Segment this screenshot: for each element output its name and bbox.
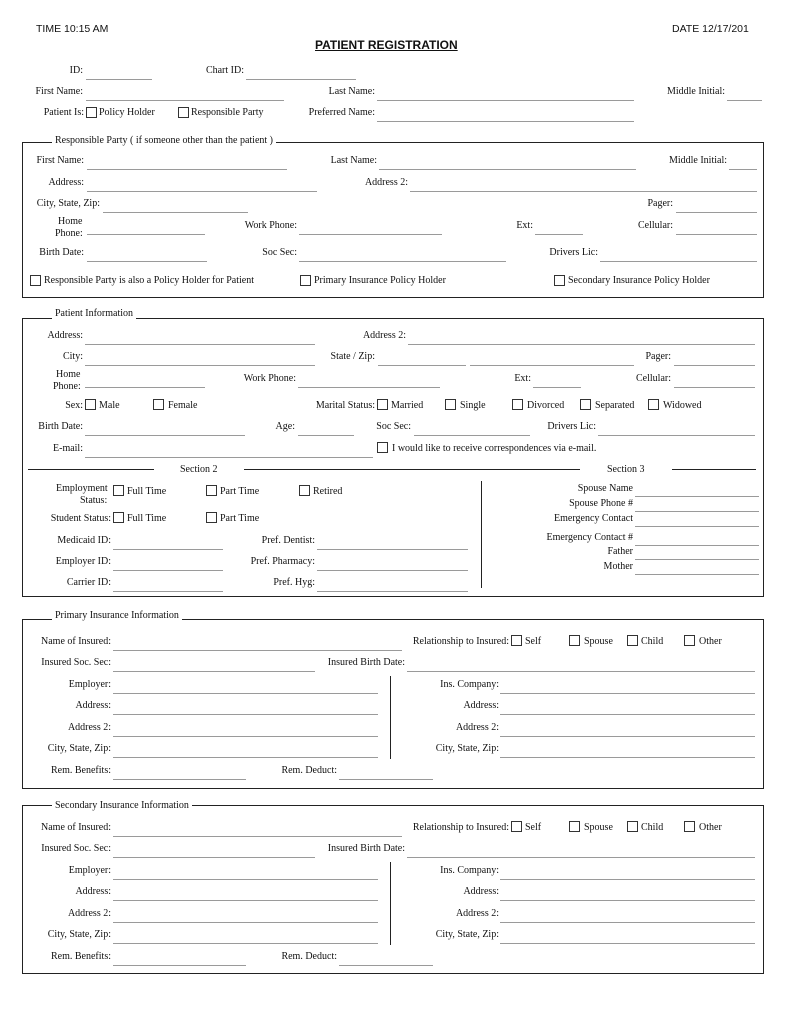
pt-student-status-label: Student Status: — [50, 513, 111, 524]
pt-emp-retired-checkbox[interactable] — [299, 485, 310, 496]
pri-other-checkbox[interactable] — [684, 635, 695, 646]
rp-work-phone-field[interactable] — [299, 222, 442, 235]
sec-employer-field[interactable] — [113, 867, 378, 880]
sec-employer-label: Employer: — [68, 865, 111, 876]
pt-female-checkbox[interactable] — [153, 399, 164, 410]
pri-self-label: Self — [525, 636, 542, 647]
middle-initial-field[interactable] — [727, 88, 762, 101]
pri-city-label: City, State, Zip: — [47, 743, 111, 754]
policy-holder-checkbox[interactable] — [86, 107, 97, 118]
pt-drivers-lic-field[interactable] — [598, 423, 755, 436]
rp-middle-initial-label: Middle Initial: — [668, 155, 727, 166]
rp-work-phone-label: Work Phone: — [244, 220, 297, 231]
responsible-party-legend: Responsible Party ( if someone other than the patient ) — [52, 135, 276, 147]
rp-first-name-label: First Name: — [36, 155, 84, 166]
pri-ins-company-field[interactable] — [500, 681, 755, 694]
preferred-name-label: Preferred Name: — [308, 107, 375, 118]
pri-name-insured-field[interactable] — [113, 638, 402, 651]
pri-spouse-label: Spouse — [584, 636, 613, 647]
first-name-label: First Name: — [35, 86, 83, 97]
pt-stu-part-time-checkbox[interactable] — [206, 512, 217, 523]
date-stamp: DATE 12/17/201 — [672, 23, 749, 35]
time-stamp: TIME 10:15 AM — [36, 23, 109, 35]
pri-ins-address-field[interactable] — [500, 702, 755, 715]
pri-child-label: Child — [641, 636, 664, 647]
sec-rem-deduct-field[interactable] — [339, 953, 433, 966]
primary-divider-vertical — [390, 676, 391, 759]
pri-ins-city-label: City, State, Zip: — [435, 743, 499, 754]
pt-ext-field[interactable] — [533, 375, 581, 388]
section2-divider-right — [244, 469, 580, 470]
sec-address-label: Address: — [75, 886, 111, 897]
pt-pager-label: Pager: — [645, 351, 671, 362]
sec-ins-address2-field[interactable] — [500, 910, 755, 923]
sec-city-field[interactable] — [113, 931, 378, 944]
sec-rem-deduct-label: Rem. Deduct: — [281, 951, 337, 962]
pt-email-opt-checkbox[interactable] — [377, 442, 388, 453]
pt-state-zip-label: State / Zip: — [330, 351, 375, 362]
pt-email-label: E-mail: — [53, 443, 83, 454]
pt-married-label: Married — [391, 400, 424, 411]
first-name-field[interactable] — [86, 88, 284, 101]
sec-ins-address-field[interactable] — [500, 888, 755, 901]
sec-name-insured-field[interactable] — [113, 824, 402, 837]
rp-cellular-label: Cellular: — [638, 220, 673, 231]
rp-address-label: Address: — [48, 177, 84, 188]
rp-home-phone-label-1: Home — [58, 216, 83, 227]
pt-birth-date-label: Birth Date: — [38, 421, 83, 432]
pt-widowed-checkbox[interactable] — [648, 399, 659, 410]
sec-address-field[interactable] — [113, 888, 378, 901]
pt-cellular-label: Cellular: — [636, 373, 671, 384]
pt-emp-full-time-label: Full Time — [127, 486, 167, 497]
rp-last-name-label: Last Name: — [330, 155, 377, 166]
chart-id-field[interactable] — [246, 67, 356, 80]
pt-single-label: Single — [460, 400, 486, 411]
pt-medicaid-id-label: Medicaid ID: — [57, 535, 111, 546]
pt-ext-label: Ext: — [514, 373, 531, 384]
id-field[interactable] — [86, 67, 152, 80]
pt-address2-label: Address 2: — [362, 330, 406, 341]
pt-emergency-contact-no-label: Emergency Contact # — [546, 532, 633, 543]
rp-home-phone-field[interactable] — [87, 222, 205, 235]
pt-carrier-id-label: Carrier ID: — [66, 577, 111, 588]
sec-spouse-checkbox[interactable] — [569, 821, 580, 832]
rp-primary-holder-label: Primary Insurance Policy Holder — [314, 275, 446, 286]
pri-rem-deduct-field[interactable] — [339, 767, 433, 780]
pt-separated-label: Separated — [595, 400, 635, 411]
pri-self-checkbox[interactable] — [511, 635, 522, 646]
pri-child-checkbox[interactable] — [627, 635, 638, 646]
sec-rem-benefits-field[interactable] — [113, 953, 246, 966]
pt-stu-full-time-checkbox[interactable] — [113, 512, 124, 523]
pri-ins-company-label: Ins. Company: — [440, 679, 499, 690]
pt-emp-retired-label: Retired — [313, 486, 343, 497]
pt-employment-label-1: Employment — [56, 483, 108, 494]
pt-cellular-field[interactable] — [674, 375, 755, 388]
pt-pref-pharmacy-field[interactable] — [317, 558, 468, 571]
pt-spouse-phone-label: Spouse Phone # — [569, 498, 633, 509]
sec-city-label: City, State, Zip: — [47, 929, 111, 940]
pt-email-opt-label: I would like to receive correspondences via e-mail. — [392, 443, 597, 454]
pt-male-label: Male — [99, 400, 120, 411]
rp-secondary-holder-label: Secondary Insurance Policy Holder — [568, 275, 710, 286]
rp-home-phone-label-2: Phone: — [55, 228, 83, 239]
pt-spouse-name-label: Spouse Name — [577, 483, 633, 494]
sec-rem-benefits-label: Rem. Benefits: — [51, 951, 111, 962]
rp-also-policy-label: Responsible Party is also a Policy Holder for Patient — [44, 275, 254, 286]
rp-address2-label: Address 2: — [364, 177, 408, 188]
pt-city-label: City: — [62, 351, 83, 362]
pt-emp-full-time-checkbox[interactable] — [113, 485, 124, 496]
pt-medicaid-id-field[interactable] — [113, 537, 223, 550]
patient-information-legend: Patient Information — [52, 308, 136, 320]
rp-also-policy-checkbox[interactable] — [30, 275, 41, 286]
pt-state-field[interactable] — [378, 353, 466, 366]
pt-emp-part-time-label: Part Time — [220, 486, 260, 497]
sec-name-insured-label: Name of Insured: — [41, 822, 111, 833]
pt-widowed-label: Widowed — [663, 400, 702, 411]
pri-soc-sec-label: Insured Soc. Sec: — [41, 657, 111, 668]
chart-id-label: Chart ID: — [205, 65, 244, 76]
pt-email-field[interactable] — [85, 445, 373, 458]
secondary-insurance-legend: Secondary Insurance Information — [52, 800, 192, 812]
middle-initial-label: Middle Initial: — [666, 86, 725, 97]
preferred-name-field[interactable] — [377, 109, 634, 122]
sec-ins-city-field[interactable] — [500, 931, 755, 944]
sec-other-checkbox[interactable] — [684, 821, 695, 832]
last-name-field[interactable] — [377, 88, 634, 101]
pri-birth-date-field[interactable] — [407, 659, 755, 672]
rp-pager-field[interactable] — [676, 200, 757, 213]
last-name-label: Last Name: — [328, 86, 375, 97]
pt-emp-part-time-checkbox[interactable] — [206, 485, 217, 496]
rp-first-name-field[interactable] — [87, 157, 287, 170]
rp-address2-field[interactable] — [410, 179, 757, 192]
page-title: PATIENT REGISTRATION — [315, 38, 458, 52]
sec-ins-company-label: Ins. Company: — [440, 865, 499, 876]
section2-divider-left — [28, 469, 154, 470]
pt-married-checkbox[interactable] — [377, 399, 388, 410]
policy-holder-label: Policy Holder — [99, 107, 155, 118]
pt-pref-hyg-field[interactable] — [317, 579, 468, 592]
section3-divider-right — [672, 469, 756, 470]
sec-child-checkbox[interactable] — [627, 821, 638, 832]
pt-age-field[interactable] — [298, 423, 354, 436]
pt-work-phone-label: Work Phone: — [243, 373, 296, 384]
pt-divorced-label: Divorced — [527, 400, 565, 411]
pt-stu-full-time-label: Full Time — [127, 513, 167, 524]
pri-ins-address2-field[interactable] — [500, 724, 755, 737]
pt-employer-id-label: Employer ID: — [55, 556, 111, 567]
pt-pref-dentist-label: Pref. Dentist: — [261, 535, 315, 546]
pri-relationship-label: Relationship to Insured: — [412, 636, 509, 647]
pt-home-phone-field[interactable] — [85, 375, 205, 388]
sec-child-label: Child — [641, 822, 664, 833]
pri-rem-deduct-label: Rem. Deduct: — [281, 765, 337, 776]
pt-emergency-contact-no-field[interactable] — [635, 533, 759, 546]
pt-home-phone-label-2: Phone: — [53, 381, 81, 392]
sec-address2-field[interactable] — [113, 910, 378, 923]
pt-sex-label: Sex: — [65, 400, 83, 411]
pt-zip-field[interactable] — [470, 353, 634, 366]
responsible-party-checkbox[interactable] — [178, 107, 189, 118]
section3-title: Section 3 — [607, 464, 645, 475]
sec-self-checkbox[interactable] — [511, 821, 522, 832]
responsible-party-label: Responsible Party — [191, 107, 264, 118]
pri-ins-address2-label: Address 2: — [455, 722, 499, 733]
sec-ins-company-field[interactable] — [500, 867, 755, 880]
pt-separated-checkbox[interactable] — [580, 399, 591, 410]
sec-relationship-label: Relationship to Insured: — [412, 822, 509, 833]
pt-pref-hyg-label: Pref. Hyg: — [273, 577, 315, 588]
sec-birth-date-label: Insured Birth Date: — [327, 843, 405, 854]
secondary-divider-vertical — [390, 862, 391, 945]
sec-ins-address-label: Address: — [463, 886, 499, 897]
sec-birth-date-field[interactable] — [407, 845, 755, 858]
pt-address-label: Address: — [47, 330, 83, 341]
sec-ins-city-label: City, State, Zip: — [435, 929, 499, 940]
sec-ins-address2-label: Address 2: — [455, 908, 499, 919]
pt-pref-dentist-field[interactable] — [317, 537, 468, 550]
pri-address2-field[interactable] — [113, 724, 378, 737]
rp-city-field[interactable] — [103, 200, 248, 213]
primary-insurance-legend: Primary Insurance Information — [52, 610, 182, 622]
pt-mother-label: Mother — [603, 561, 633, 572]
sec-other-label: Other — [699, 822, 722, 833]
rp-soc-sec-field[interactable] — [299, 249, 506, 262]
sec-soc-sec-field[interactable] — [113, 845, 315, 858]
pri-address2-label: Address 2: — [67, 722, 111, 733]
rp-pager-label: Pager: — [647, 198, 673, 209]
rp-city-label: City, State, Zip: — [36, 198, 100, 209]
pt-soc-sec-field[interactable] — [414, 423, 530, 436]
pri-ins-address-label: Address: — [463, 700, 499, 711]
pt-employment-label-2: Status: — [80, 495, 108, 506]
sec-spouse-label: Spouse — [584, 822, 613, 833]
pri-rem-benefits-field[interactable] — [113, 767, 246, 780]
pt-mother-field[interactable] — [635, 562, 759, 575]
pt-spouse-phone-field[interactable] — [635, 499, 759, 512]
pri-other-label: Other — [699, 636, 722, 647]
rp-birth-date-field[interactable] — [87, 249, 207, 262]
pt-male-checkbox[interactable] — [85, 399, 96, 410]
sec-self-label: Self — [525, 822, 542, 833]
rp-primary-holder-checkbox[interactable] — [300, 275, 311, 286]
rp-birth-date-label: Birth Date: — [39, 247, 84, 258]
rp-middle-initial-field[interactable] — [729, 157, 757, 170]
rp-drivers-lic-field[interactable] — [600, 249, 757, 262]
rp-ext-field[interactable] — [535, 222, 583, 235]
pri-ins-city-field[interactable] — [500, 745, 755, 758]
pt-emergency-contact-label: Emergency Contact — [554, 513, 633, 524]
pt-work-phone-field[interactable] — [298, 375, 440, 388]
id-label: ID: — [69, 65, 83, 76]
patient-is-label: Patient Is: — [43, 107, 84, 118]
rp-drivers-lic-label: Drivers Lic: — [549, 247, 598, 258]
pt-employer-id-field[interactable] — [113, 558, 223, 571]
pri-birth-date-label: Insured Birth Date: — [327, 657, 405, 668]
section2-title: Section 2 — [180, 464, 218, 475]
pt-drivers-lic-label: Drivers Lic: — [547, 421, 596, 432]
sec-soc-sec-label: Insured Soc. Sec: — [41, 843, 111, 854]
pri-name-insured-label: Name of Insured: — [41, 636, 111, 647]
rp-cellular-field[interactable] — [676, 222, 757, 235]
pt-age-label: Age: — [275, 421, 295, 432]
sec-address2-label: Address 2: — [67, 908, 111, 919]
rp-last-name-field[interactable] — [379, 157, 636, 170]
rp-address-field[interactable] — [87, 179, 317, 192]
pt-carrier-id-field[interactable] — [113, 579, 223, 592]
pt-address-field[interactable] — [85, 332, 315, 345]
pt-pager-field[interactable] — [674, 353, 755, 366]
pt-pref-pharmacy-label: Pref. Pharmacy: — [250, 556, 315, 567]
pri-employer-field[interactable] — [113, 681, 378, 694]
pri-address-label: Address: — [75, 700, 111, 711]
pt-single-checkbox[interactable] — [445, 399, 456, 410]
pri-spouse-checkbox[interactable] — [569, 635, 580, 646]
rp-ext-label: Ext: — [516, 220, 533, 231]
rp-secondary-holder-checkbox[interactable] — [554, 275, 565, 286]
pt-address2-field[interactable] — [408, 332, 755, 345]
pt-father-field[interactable] — [635, 547, 759, 560]
pt-female-label: Female — [168, 400, 198, 411]
section-divider-vertical — [481, 481, 482, 588]
pt-stu-part-time-label: Part Time — [220, 513, 260, 524]
pri-soc-sec-field[interactable] — [113, 659, 315, 672]
pt-marital-label: Marital Status: — [315, 400, 375, 411]
rp-soc-sec-label: Soc Sec: — [262, 247, 297, 258]
pt-soc-sec-label: Soc Sec: — [376, 421, 411, 432]
pt-father-label: Father — [607, 546, 633, 557]
pri-employer-label: Employer: — [68, 679, 111, 690]
pt-spouse-name-field[interactable] — [635, 484, 759, 497]
pt-divorced-checkbox[interactable] — [512, 399, 523, 410]
pt-city-field[interactable] — [85, 353, 315, 366]
pri-rem-benefits-label: Rem. Benefits: — [51, 765, 111, 776]
pt-birth-date-field[interactable] — [85, 423, 245, 436]
pt-emergency-contact-field[interactable] — [635, 514, 759, 527]
pt-home-phone-label-1: Home — [56, 369, 81, 380]
pri-address-field[interactable] — [113, 702, 378, 715]
pri-city-field[interactable] — [113, 745, 378, 758]
